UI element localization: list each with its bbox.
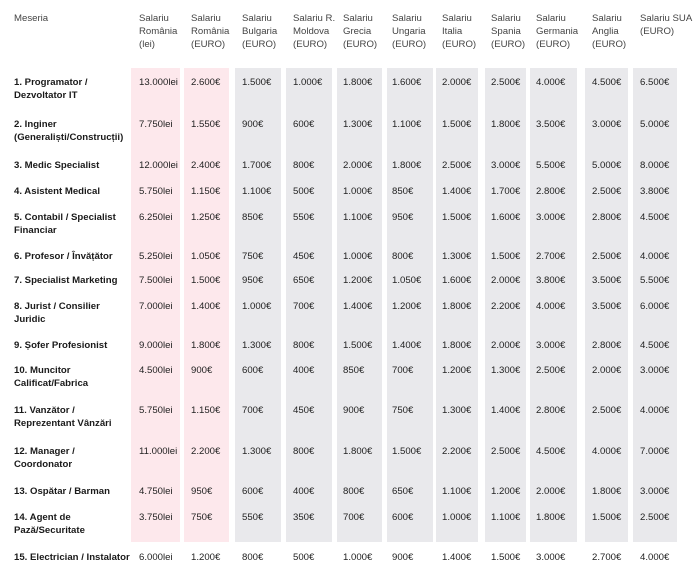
table-row	[0, 503, 700, 543]
salary-italia-cell: 1.400€	[442, 186, 472, 197]
salary-anglia-cell: 2.800€	[592, 340, 622, 351]
salary-moldova-cell: 450€	[293, 405, 315, 416]
salary-germania-cell: 2.500€	[536, 365, 566, 376]
salary-spania-cell: 1.300€	[491, 365, 521, 376]
salary-italia-cell: 1.200€	[442, 365, 472, 376]
salary-moldova-cell: 800€	[293, 160, 315, 171]
salary-romania-lei-cell: 3.750lei	[139, 512, 173, 523]
salary-moldova-cell: 800€	[293, 446, 315, 457]
salary-sua-cell: 4.500€	[640, 212, 670, 223]
salary-grecia-cell: 1.100€	[343, 212, 373, 223]
salary-sua-cell: 4.000€	[640, 405, 670, 416]
salary-romania-lei-cell: 7.500lei	[139, 275, 173, 286]
salary-sua-cell: 3.000€	[640, 365, 670, 376]
salary-germania-cell: 2.700€	[536, 251, 566, 262]
salary-anglia-cell: 2.500€	[592, 186, 622, 197]
salary-romania-lei-cell: 12.000lei	[139, 160, 178, 171]
salary-italia-cell: 1.100€	[442, 486, 472, 497]
salary-sua-cell: 3.000€	[640, 486, 670, 497]
salary-italia-cell: 2.000€	[442, 77, 472, 88]
table-row	[0, 110, 700, 151]
salary-italia-cell: 2.200€	[442, 446, 472, 457]
salary-grecia-cell: 850€	[343, 365, 365, 376]
salary-spania-cell: 1.400€	[491, 405, 521, 416]
salary-spania-cell: 2.000€	[491, 275, 521, 286]
salary-germania-cell: 3.500€	[536, 119, 566, 130]
salary-romania-euro-cell: 750€	[191, 512, 213, 523]
salary-sua-cell: 5.000€	[640, 119, 670, 130]
table-row	[0, 437, 700, 477]
salary-italia-cell: 1.600€	[442, 275, 472, 286]
job-title-cell: 10. Muncitor Calificat/Fabrica	[14, 365, 89, 389]
table-row	[0, 151, 700, 177]
salary-romania-euro-cell: 1.550€	[191, 119, 221, 130]
salary-romania-euro-cell: 1.250€	[191, 212, 221, 223]
salary-ungaria-cell: 600€	[392, 512, 414, 523]
salary-romania-lei-cell: 4.750lei	[139, 486, 173, 497]
salary-ungaria-cell: 1.200€	[392, 301, 422, 312]
salary-bulgaria-cell: 1.300€	[242, 340, 272, 351]
salary-germania-cell: 3.000€	[536, 552, 566, 563]
salary-spania-cell: 1.700€	[491, 186, 521, 197]
salary-grecia-cell: 1.400€	[343, 301, 373, 312]
job-title-cell: 11. Vanzător / Reprezentant Vânzări	[14, 405, 112, 429]
job-title-cell: 2. Inginer (Generaliști/Construcții)	[14, 119, 124, 143]
salary-moldova-cell: 600€	[293, 119, 315, 130]
table-row	[0, 266, 700, 292]
job-title-cell: 9. Șofer Profesionist	[14, 340, 108, 351]
salary-romania-euro-cell: 1.150€	[191, 186, 221, 197]
salary-romania-euro-cell: 900€	[191, 365, 213, 376]
job-title-cell: 8. Jurist / Consilier Juridic	[14, 301, 100, 325]
salary-spania-cell: 1.600€	[491, 212, 521, 223]
salary-moldova-cell: 350€	[293, 512, 315, 523]
job-title-cell: 13. Ospătar / Barman	[14, 486, 110, 497]
salary-bulgaria-cell: 950€	[242, 275, 264, 286]
salary-spania-cell: 2.200€	[491, 301, 521, 312]
salary-ungaria-cell: 1.400€	[392, 340, 422, 351]
salary-italia-cell: 1.800€	[442, 301, 472, 312]
salary-italia-cell: 1.500€	[442, 119, 472, 130]
salary-italia-cell: 2.500€	[442, 160, 472, 171]
salary-moldova-cell: 400€	[293, 365, 315, 376]
salary-spania-cell: 2.000€	[491, 340, 521, 351]
salary-italia-cell: 1.000€	[442, 512, 472, 523]
salary-romania-euro-cell: 2.200€	[191, 446, 221, 457]
salary-anglia-cell: 2.500€	[592, 405, 622, 416]
salary-bulgaria-cell: 600€	[242, 486, 264, 497]
salary-grecia-cell: 1.000€	[343, 251, 373, 262]
salary-bulgaria-cell: 1.300€	[242, 446, 272, 457]
salary-sua-cell: 6.000€	[640, 301, 670, 312]
salary-romania-euro-cell: 1.400€	[191, 301, 221, 312]
salary-bulgaria-cell: 550€	[242, 512, 264, 523]
table-row	[0, 177, 700, 203]
header-anglia: Salariu Anglia (EURO)	[592, 13, 627, 50]
salary-moldova-cell: 500€	[293, 186, 315, 197]
salary-ungaria-cell: 650€	[392, 486, 414, 497]
salary-anglia-cell: 2.000€	[592, 365, 622, 376]
salary-germania-cell: 2.800€	[536, 405, 566, 416]
salary-moldova-cell: 400€	[293, 486, 315, 497]
salary-germania-cell: 1.800€	[536, 512, 566, 523]
salary-sua-cell: 4.000€	[640, 552, 670, 563]
job-title-cell: 4. Asistent Medical	[14, 186, 101, 197]
salary-ungaria-cell: 1.800€	[392, 160, 422, 171]
salary-anglia-cell: 3.000€	[592, 119, 622, 130]
salary-romania-lei-cell: 13.000lei	[139, 77, 178, 88]
salary-grecia-cell: 1.500€	[343, 340, 373, 351]
salary-romania-lei-cell: 7.750lei	[139, 119, 173, 130]
header-romania-euro: Salariu România (EURO)	[191, 13, 230, 50]
header-grecia: Salariu Grecia (EURO)	[343, 13, 378, 50]
table-row	[0, 203, 700, 242]
salary-spania-cell: 1.500€	[491, 251, 521, 262]
salary-anglia-cell: 2.800€	[592, 212, 622, 223]
salary-germania-cell: 4.000€	[536, 77, 566, 88]
salary-romania-lei-cell: 4.500lei	[139, 365, 173, 376]
salary-bulgaria-cell: 1.500€	[242, 77, 272, 88]
salary-germania-cell: 3.000€	[536, 212, 566, 223]
header-sua: Salariu SUA (EURO)	[640, 13, 692, 37]
salary-romania-euro-cell: 1.150€	[191, 405, 221, 416]
salary-bulgaria-cell: 700€	[242, 405, 264, 416]
salary-romania-euro-cell: 1.500€	[191, 275, 221, 286]
salary-sua-cell: 8.000€	[640, 160, 670, 171]
salary-germania-cell: 5.500€	[536, 160, 566, 171]
salary-sua-cell: 4.500€	[640, 340, 670, 351]
salary-grecia-cell: 2.000€	[343, 160, 373, 171]
salary-bulgaria-cell: 900€	[242, 119, 264, 130]
salary-sua-cell: 4.000€	[640, 251, 670, 262]
salary-romania-lei-cell: 5.250lei	[139, 251, 173, 262]
salary-spania-cell: 1.200€	[491, 486, 521, 497]
salary-spania-cell: 1.800€	[491, 119, 521, 130]
salary-grecia-cell: 1.800€	[343, 77, 373, 88]
salary-ungaria-cell: 700€	[392, 365, 414, 376]
salary-grecia-cell: 800€	[343, 486, 365, 497]
salary-spania-cell: 2.500€	[491, 77, 521, 88]
salary-romania-lei-cell: 6.250lei	[139, 212, 173, 223]
header-spania: Salariu Spania (EURO)	[491, 13, 526, 50]
salary-anglia-cell: 2.500€	[592, 251, 622, 262]
salary-germania-cell: 2.000€	[536, 486, 566, 497]
job-title-cell: 3. Medic Specialist	[14, 160, 100, 171]
table-row	[0, 356, 700, 396]
salary-germania-cell: 4.500€	[536, 446, 566, 457]
salary-spania-cell: 2.500€	[491, 446, 521, 457]
salary-grecia-cell: 1.000€	[343, 186, 373, 197]
salary-romania-euro-cell: 1.200€	[191, 552, 221, 563]
salary-sua-cell: 5.500€	[640, 275, 670, 286]
salary-anglia-cell: 4.500€	[592, 77, 622, 88]
header-germania: Salariu Germania (EURO)	[536, 13, 579, 50]
salary-bulgaria-cell: 850€	[242, 212, 264, 223]
job-title-cell: 14. Agent de Pază/Securitate	[14, 512, 85, 536]
salary-sua-cell: 3.800€	[640, 186, 670, 197]
salary-moldova-cell: 800€	[293, 340, 315, 351]
job-title-cell: 5. Contabil / Specialist Financiar	[14, 212, 116, 236]
salary-spania-cell: 3.000€	[491, 160, 521, 171]
salary-italia-cell: 1.400€	[442, 552, 472, 563]
job-title-cell: 6. Profesor / Învățător	[14, 251, 113, 262]
header-ungaria: Salariu Ungaria (EURO)	[392, 13, 427, 50]
salary-bulgaria-cell: 1.000€	[242, 301, 272, 312]
job-title-cell: 12. Manager / Coordonator	[14, 446, 75, 470]
table-header-row	[0, 0, 700, 68]
salary-romania-euro-cell: 950€	[191, 486, 213, 497]
salary-sua-cell: 2.500€	[640, 512, 670, 523]
salary-romania-lei-cell: 6.000lei	[139, 552, 173, 563]
table-row	[0, 292, 700, 331]
salary-anglia-cell: 1.500€	[592, 512, 622, 523]
salary-moldova-cell: 450€	[293, 251, 315, 262]
salary-romania-lei-cell: 11.000lei	[139, 446, 178, 457]
salary-anglia-cell: 4.000€	[592, 446, 622, 457]
header-meseria: Meseria	[14, 13, 49, 24]
salary-ungaria-cell: 750€	[392, 405, 414, 416]
salary-grecia-cell: 1.200€	[343, 275, 373, 286]
salary-moldova-cell: 1.000€	[293, 77, 323, 88]
salary-germania-cell: 4.000€	[536, 301, 566, 312]
header-bulgaria: Salariu Bulgaria (EURO)	[242, 13, 278, 50]
salary-italia-cell: 1.500€	[442, 212, 472, 223]
salary-anglia-cell: 3.500€	[592, 301, 622, 312]
salary-bulgaria-cell: 750€	[242, 251, 264, 262]
job-title-cell: 7. Specialist Marketing	[14, 275, 118, 286]
header-moldova: Salariu R. Moldova (EURO)	[293, 13, 336, 50]
salary-ungaria-cell: 1.500€	[392, 446, 422, 457]
salary-anglia-cell: 3.500€	[592, 275, 622, 286]
job-title-cell: 15. Electrician / Instalator	[14, 552, 130, 563]
salary-bulgaria-cell: 1.100€	[242, 186, 272, 197]
salary-grecia-cell: 1.800€	[343, 446, 373, 457]
salary-spania-cell: 1.500€	[491, 552, 521, 563]
salary-italia-cell: 1.300€	[442, 405, 472, 416]
salary-germania-cell: 3.000€	[536, 340, 566, 351]
salary-grecia-cell: 700€	[343, 512, 365, 523]
salary-grecia-cell: 1.000€	[343, 552, 373, 563]
salary-ungaria-cell: 850€	[392, 186, 414, 197]
salary-moldova-cell: 500€	[293, 552, 315, 563]
salary-sua-cell: 7.000€	[640, 446, 670, 457]
salary-ungaria-cell: 950€	[392, 212, 414, 223]
salary-ungaria-cell: 1.600€	[392, 77, 422, 88]
salary-ungaria-cell: 900€	[392, 552, 414, 563]
salary-ungaria-cell: 1.050€	[392, 275, 422, 286]
salary-ungaria-cell: 1.100€	[392, 119, 422, 130]
table-row	[0, 68, 700, 110]
salary-anglia-cell: 1.800€	[592, 486, 622, 497]
salary-romania-euro-cell: 2.600€	[191, 77, 221, 88]
salary-italia-cell: 1.300€	[442, 251, 472, 262]
salary-romania-euro-cell: 1.800€	[191, 340, 221, 351]
salary-moldova-cell: 650€	[293, 275, 315, 286]
salary-romania-lei-cell: 7.000lei	[139, 301, 173, 312]
header-romania-lei: Salariu România (lei)	[139, 13, 178, 50]
table-row	[0, 396, 700, 437]
salary-romania-lei-cell: 5.750lei	[139, 405, 173, 416]
job-title-cell: 1. Programator / Dezvoltator IT	[14, 77, 88, 101]
salary-germania-cell: 3.800€	[536, 275, 566, 286]
salary-romania-lei-cell: 9.000lei	[139, 340, 173, 351]
table-row	[0, 543, 700, 585]
salary-italia-cell: 1.800€	[442, 340, 472, 351]
table-row	[0, 331, 700, 356]
salary-romania-euro-cell: 1.050€	[191, 251, 221, 262]
salary-grecia-cell: 900€	[343, 405, 365, 416]
table-row	[0, 242, 700, 266]
salary-sua-cell: 6.500€	[640, 77, 670, 88]
salary-bulgaria-cell: 800€	[242, 552, 264, 563]
table-row	[0, 477, 700, 503]
salary-germania-cell: 2.800€	[536, 186, 566, 197]
salary-moldova-cell: 700€	[293, 301, 315, 312]
header-italia: Salariu Italia (EURO)	[442, 13, 477, 50]
salary-grecia-cell: 1.300€	[343, 119, 373, 130]
salary-romania-lei-cell: 5.750lei	[139, 186, 173, 197]
table-body	[0, 68, 700, 585]
salary-ungaria-cell: 800€	[392, 251, 414, 262]
salary-anglia-cell: 5.000€	[592, 160, 622, 171]
salary-moldova-cell: 550€	[293, 212, 315, 223]
salary-spania-cell: 1.100€	[491, 512, 521, 523]
salary-anglia-cell: 2.700€	[592, 552, 622, 563]
salary-bulgaria-cell: 600€	[242, 365, 264, 376]
salary-bulgaria-cell: 1.700€	[242, 160, 272, 171]
salary-romania-euro-cell: 2.400€	[191, 160, 221, 171]
